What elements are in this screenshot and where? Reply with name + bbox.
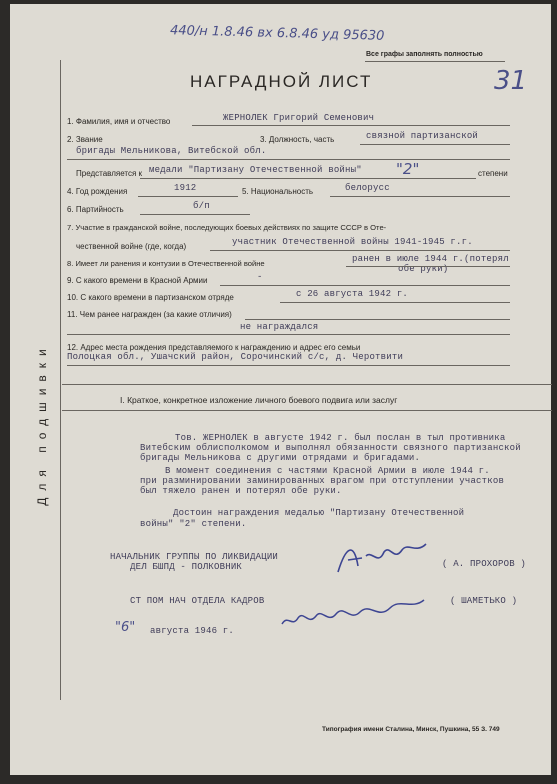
signatory-2-title: СТ ПОМ НАЧ ОТДЕЛА КАДРОВ [130, 596, 265, 606]
field-7-label-line-2: чественной войне (где, когда) [76, 242, 187, 251]
field-8-label: 8. Имеет ли ранения и контузии в Отечественной войне [67, 259, 265, 268]
degree-label: степени [478, 169, 508, 178]
field-11-label: 11. Чем ранее награжден (за какие отличия) [67, 310, 232, 319]
field-1-value: ЖЕРНОЛЕК Григорий Семенович [223, 113, 375, 123]
paragraph-line: В момент соединения с частями Красной Армии в июле 1944 г. [165, 466, 490, 476]
field-4-label: 4. Год рождения [67, 187, 128, 196]
signature-prokhorov [332, 536, 432, 586]
nominated-label: Представляется к [76, 169, 143, 178]
section-divider-bottom [62, 410, 552, 411]
field-9-value: - [257, 272, 263, 282]
signatory-2-name: ( ШАМЕТЬКО ) [450, 596, 518, 606]
signatory-1-title-line-2: ДЕЛ БШПД - ПОЛКОВНИК [130, 562, 243, 572]
field-3-label: 3. Должность, часть [260, 135, 335, 144]
signatory-1-name: ( А. ПРОХОРОВ ) [442, 559, 527, 569]
field-7-label: 7. Участие в гражданской войне, последующих боевых действиях по защите СССР в Оте- [67, 223, 387, 232]
nominated-value: медали "Партизану Отечественной войны" [149, 165, 362, 175]
paragraph-line: при разминировании заминированных врагом при отступлении участков [140, 476, 505, 486]
award-sheet [10, 4, 551, 775]
field-5-label: 5. Национальность [242, 187, 314, 196]
conclusion-line: Достоин награждения медалью "Партизану Отечественной [173, 508, 465, 518]
signature-shametko [278, 594, 428, 634]
field-2-label: 2. Звание [67, 135, 103, 144]
field-12-value: Полоцкая обл., Ушачский район, Сорочинский с/с, д. Черотвити [67, 352, 404, 362]
field-8-value-line-2: обе руки) [398, 264, 449, 274]
field-10-label: 10. С какого времени в партизанском отряде [67, 293, 234, 302]
handwritten-registration: 440/н 1.8.46 вх 6.8.46 уд 95630 [169, 23, 385, 44]
field-1-label: 1. Фамилия, имя и отчество [67, 117, 171, 126]
field-10-value: с 26 августа 1942 г. [296, 289, 409, 299]
binding-margin-label: Для подшивки [35, 342, 49, 506]
page-title: НАГРАДНОЙ ЛИСТ [190, 72, 373, 91]
field-9-label: 9. С какого времени в Красной Армии [67, 276, 208, 285]
field-11-value: не награждался [240, 322, 319, 332]
section-heading: I. Краткое, конкретное изложение личного боевого подвига или заслуг [120, 395, 398, 405]
section-divider [62, 384, 552, 385]
field-4-value: 1912 [174, 183, 197, 193]
date-day: "6" [115, 620, 136, 635]
field-3-value: связной партизанской [366, 131, 479, 141]
binding-margin-line [60, 60, 61, 700]
field-5-value: белорусс [345, 183, 390, 193]
paragraph-line: Витебским облисполкомом и выполнял обязанности связного партизанской [140, 443, 521, 453]
paragraph-line: бригады Мельникова с другими отрядами и бригадами. [140, 453, 421, 463]
date-rest: августа 1946 г. [150, 626, 235, 636]
signatory-1-title: НАЧАЛЬНИК ГРУППЫ ПО ЛИКВИДАЦИИ [110, 552, 279, 562]
degree-value: "2" [396, 160, 420, 178]
field-8-value: ранен в июле 1944 г.(потерял [352, 254, 509, 264]
field-6-label: 6. Партийность [67, 205, 124, 214]
page-number: 31 [494, 66, 528, 96]
paragraph-line: Тов. ЖЕРНОЛЕК в августе 1942 г. был послан в тыл противника [175, 433, 506, 443]
printer-footer: Типография имени Сталина, Минск, Пушкина, 55 З. 749 [322, 726, 500, 733]
conclusion-line: войны" "2" степени. [140, 519, 247, 529]
field-6-value: б/п [193, 201, 210, 211]
paragraph-line: был тяжело ранен и потерял обе руки. [140, 486, 342, 496]
field-12-label: 12. Адрес места рождения представляемого к награждению и адрес его семьи [67, 343, 361, 352]
field-7-value: участник Отечественной войны 1941-1945 г.г. [232, 237, 473, 247]
fill-all-fields-note: Все графы заполнять полностью [366, 51, 483, 58]
field-3-value-line-2: бригады Мельникова, Витебской обл. [76, 146, 267, 156]
